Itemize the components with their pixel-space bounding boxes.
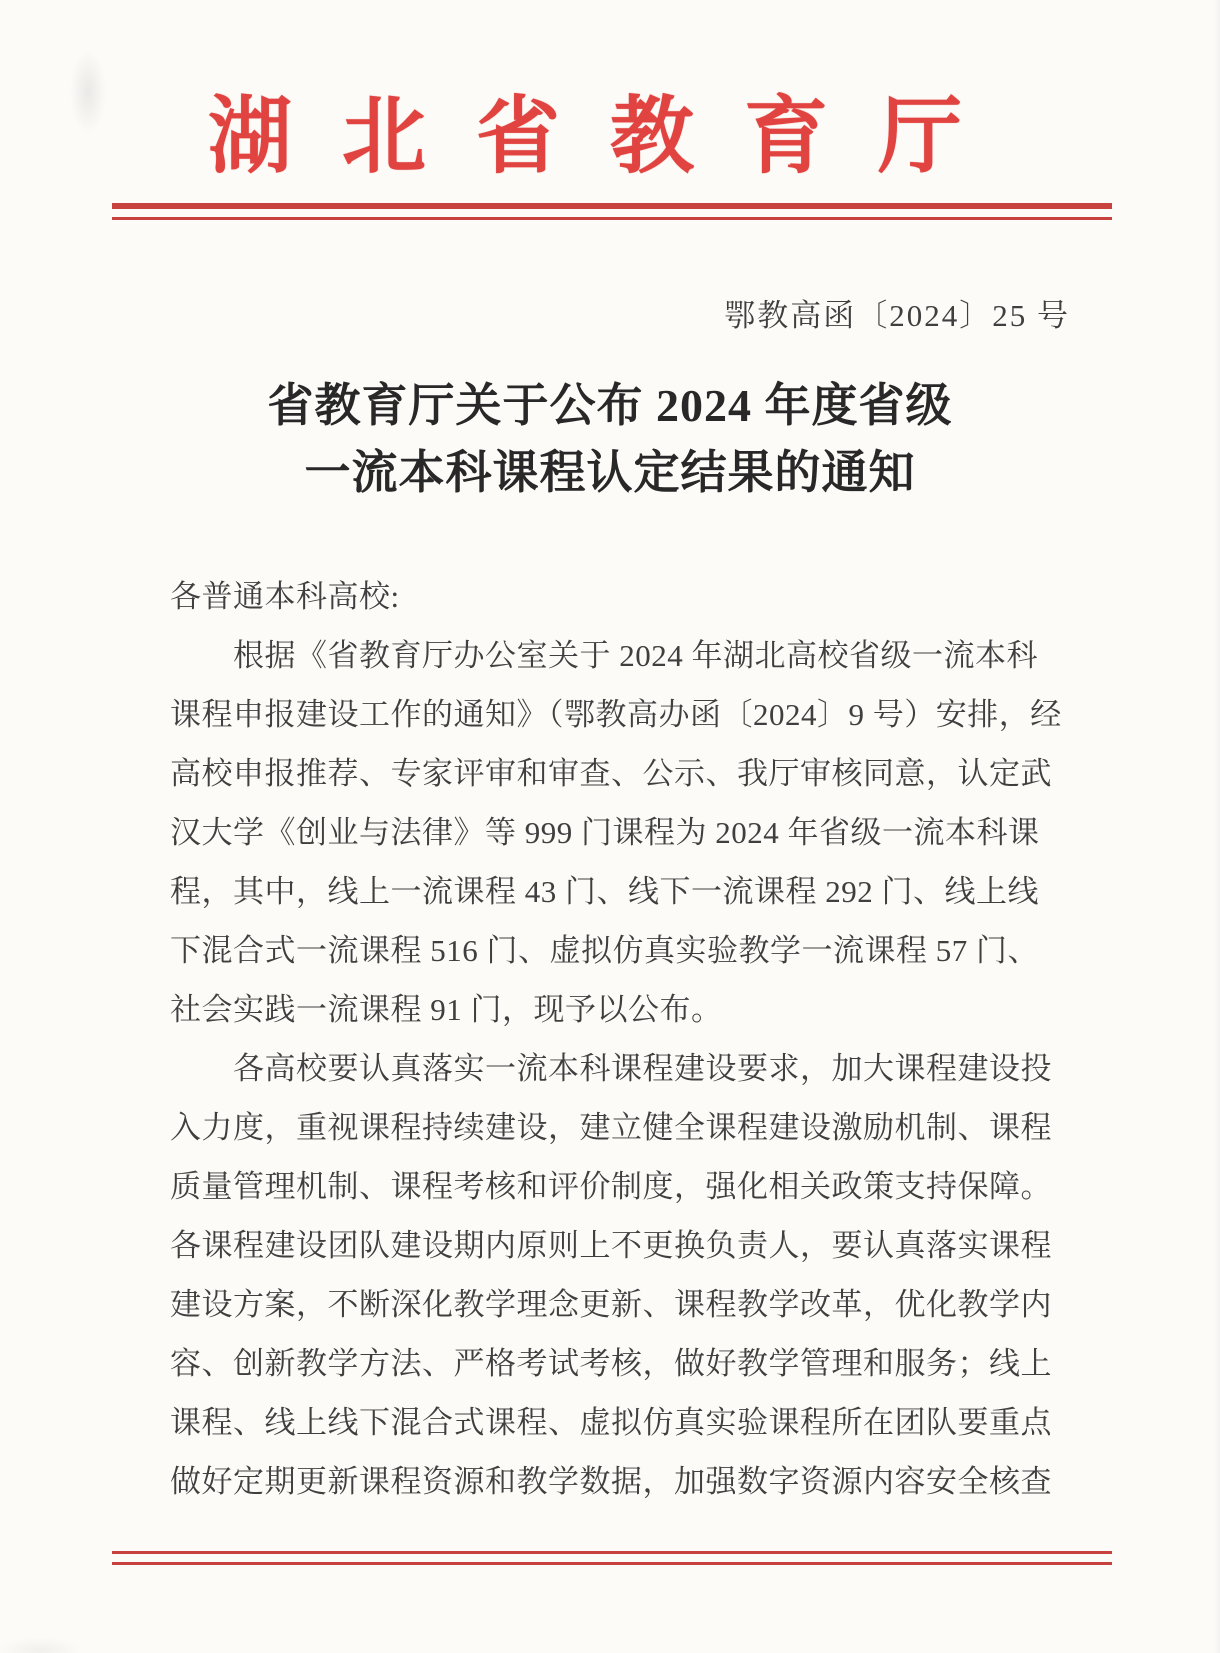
document-title-line-2: 一流本科课程认定结果的通知 [304, 447, 916, 498]
body-line: 建设方案，不断深化教学理念更新、课程教学改革，优化教学内 [170, 1287, 1052, 1322]
document-number: 鄂教高函〔2024〕25 号 [724, 298, 1070, 333]
agency-letterhead: 湖北省教育厅 [207, 91, 1012, 184]
body-line: 下混合式一流课程 516 门、虚拟仿真实验教学一流课程 57 门、 [170, 933, 1039, 968]
body-line: 程，其中，线上一流课程 43 门、线下一流课程 292 门、线上线 [170, 874, 1039, 909]
document-title [0, 372, 1220, 506]
body-line: 容、创新教学方法、严格考试考核，做好教学管理和服务；线上 [170, 1346, 1052, 1381]
body-line: 课程申报建设工作的通知》（鄂教高办函〔2024〕9 号）安排，经 [170, 697, 1062, 732]
body-line: 各高校要认真落实一流本科课程建设要求，加大课程建设投 [170, 1051, 1052, 1086]
document-title-line-1: 省教育厅关于公布 2024 年度省级 [267, 380, 953, 431]
salutation: 各普通本科高校: [170, 579, 400, 614]
body-line: 社会实践一流课程 91 门，现予以公布。 [170, 992, 723, 1027]
body-line: 入力度，重视课程持续建设，建立健全课程建设激励机制、课程 [170, 1110, 1052, 1145]
body-line: 根据《省教育厅办公室关于 2024 年湖北高校省级一流本科 [170, 638, 1038, 673]
letterhead-rule-thick [112, 203, 1112, 209]
footer-rule-lower [112, 1562, 1112, 1565]
body-line: 高校申报推荐、专家评审和审查、公示、我厅审核同意，认定武 [170, 756, 1052, 791]
footer-rule-upper [112, 1551, 1112, 1554]
body-line: 做好定期更新课程资源和教学数据，加强数字资源内容安全核查 [170, 1464, 1052, 1499]
body-line: 课程、线上线下混合式课程、虚拟仿真实验课程所在团队要重点 [170, 1405, 1052, 1440]
body-line: 各课程建设团队建设期内原则上不更换负责人，要认真落实课程 [170, 1228, 1052, 1263]
letterhead-rule-thin [112, 217, 1112, 220]
body-line: 汉大学《创业与法律》等 999 门课程为 2024 年省级一流本科课 [170, 815, 1040, 850]
document-body [170, 567, 1060, 1511]
body-line: 质量管理机制、课程考核和评价制度，强化相关政策支持保障。 [170, 1169, 1052, 1204]
